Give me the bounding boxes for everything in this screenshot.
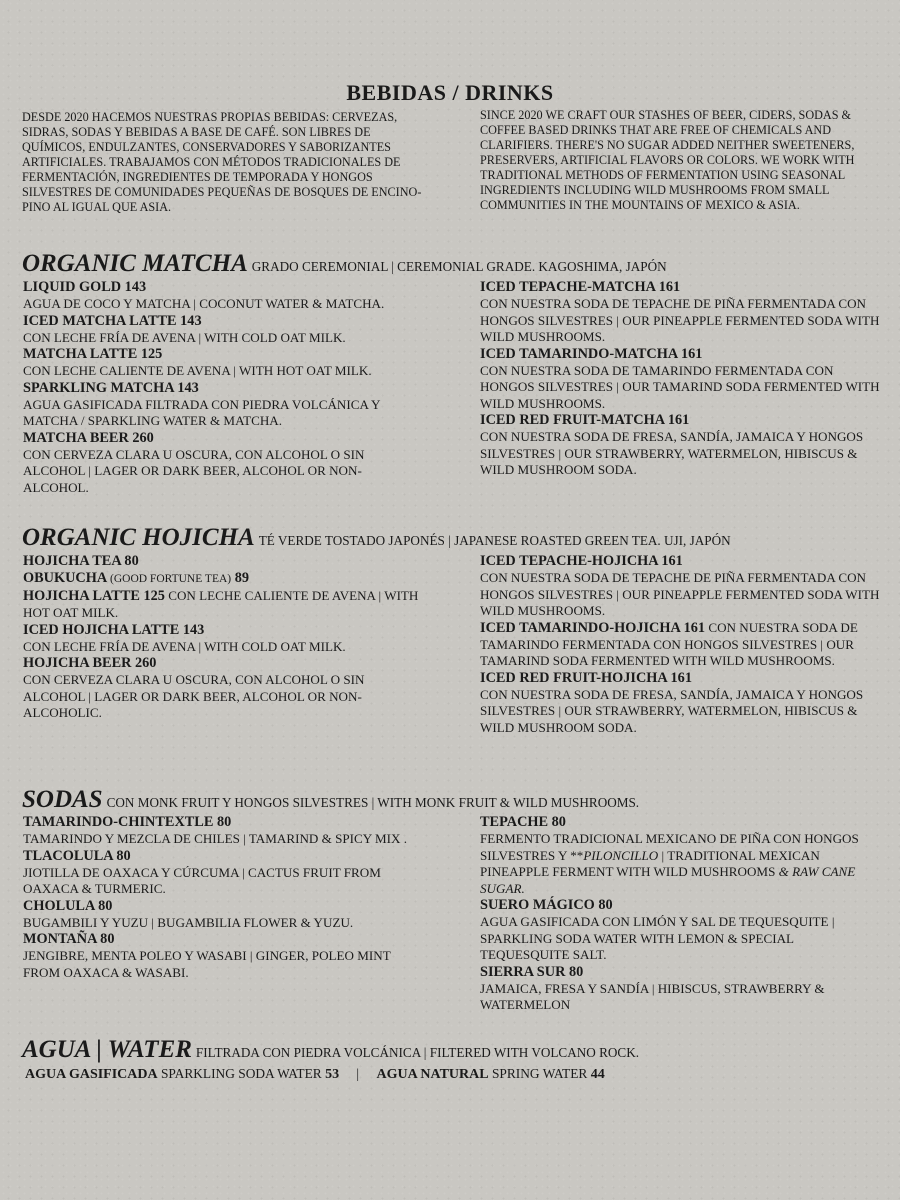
item-name: ICED RED FRUIT-HOJICHA 161 <box>480 669 692 686</box>
section-subtitle: GRADO CEREMONIAL | CEREMONIAL GRADE. KAGOSHIMA, JAPÓN <box>251 259 667 274</box>
intro-english: SINCE 2020 WE CRAFT OUR STASHES OF BEER, CIDERS, SODAS & COFFEE BASED DRINKS THAT ARE FREE OF CHEMICALS AND CLARIFIERS. THERE'S NO SUGAR ADDED NEITHER SWEETENERS, PRESERVERS, ARTIFICIAL FLAVORS OR COLORS. WE WORK WITH TRADITIONAL METHODS OF FERMENTATION USING SEASONAL INGREDIENTS INCLUDING WILD MUSHROOMS FROM SMALL COMMUNITIES IN THE MOUNTAINS OF MEXICO & ASIA. <box>480 108 855 212</box>
item-name: HOJICHA TEA 80 <box>23 553 139 569</box>
item-name: ICED TAMARINDO-MATCHA 161 <box>480 345 703 362</box>
menu-item <box>480 814 885 897</box>
section-title: SODAS <box>22 786 103 813</box>
section-header <box>22 524 731 552</box>
item-name: LIQUID GOLD 143 <box>23 279 147 295</box>
item-name: ICED RED FRUIT-MATCHA 161 <box>480 412 690 428</box>
item-name: AGUA GASIFICADA <box>25 1067 158 1082</box>
item-description: JAMAICA, FRESA Y SANDÍA | HIBISCUS, STRAWBERRY & WATERMELON <box>480 980 825 1012</box>
menu-item <box>480 964 885 1014</box>
item-name: AGUA NATURAL <box>376 1067 489 1082</box>
menu-item <box>480 412 885 479</box>
item-description: JIOTILLA DE OAXACA Y CÚRCUMA | CACTUS FRUIT FROM OAXACA & TURMERIC. <box>23 864 381 896</box>
item-description: CON NUESTRA SODA DE TEPACHE DE PIÑA FERMENTADA CON HONGOS SILVESTRES | OUR PINEAPPLE FERMENTED SODA WITH WILD MUSHROOMS. <box>480 570 880 618</box>
item-description <box>23 588 428 622</box>
item-name: HOJICHA LATTE 125 <box>23 588 165 604</box>
menu-item <box>23 313 428 347</box>
item-name: SUERO MÁGICO 80 <box>480 897 613 913</box>
menu-item <box>23 814 428 848</box>
item-price: 44 <box>590 1067 605 1082</box>
menu-item <box>23 848 428 898</box>
item-description: CON LECHE FRÍA DE AVENA | WITH COLD OAT MILK. <box>23 638 346 654</box>
menu-item <box>23 931 428 981</box>
item-description <box>480 831 885 897</box>
section-header <box>22 250 667 278</box>
item-description: CON NUESTRA SODA DE FRESA, SANDÍA, JAMAICA Y HONGOS SILVESTRES | OUR STRAWBERRY, WATERMELON, HIBISCUS & WILD MUSHROOM SODA. <box>480 686 864 735</box>
hojicha-left-column <box>23 553 428 722</box>
section-subtitle: FILTRADA CON PIEDRA VOLCÁNICA | FILTERED WITH VOLCANO ROCK. <box>195 1045 640 1060</box>
item-description: CON NUESTRA SODA DE TAMARINDO FERMENTADA CON HONGOS SILVESTRES | OUR TAMARIND SODA FERMENTED WITH WILD MUSHROOMS. <box>480 362 880 411</box>
item-description <box>480 620 885 670</box>
menu-item <box>23 570 428 588</box>
matcha-left-column <box>23 279 428 496</box>
item-name: TEPACHE 80 <box>480 814 566 830</box>
sodas-left-column <box>23 814 428 981</box>
item-name: ICED TEPACHE-HOJICHA 161 <box>480 553 683 569</box>
item-name: ICED MATCHA LATTE 143 <box>23 312 202 329</box>
menu-item <box>23 898 428 932</box>
item-description: JENGIBRE, MENTA POLEO Y WASABI | GINGER, POLEO MINT FROM OAXACA & WASABI. <box>23 948 391 980</box>
separator: | <box>356 1066 360 1081</box>
item-name: ICED HOJICHA LATTE 143 <box>23 621 205 638</box>
section-header <box>22 1036 639 1064</box>
hojicha-right-column <box>480 553 885 736</box>
page-title: BEBIDAS / DRINKS <box>346 80 554 105</box>
menu-item <box>480 346 885 413</box>
menu-item <box>480 897 885 964</box>
item-name: TAMARINDO-CHINTEXTLE 80 <box>23 814 232 830</box>
item-name: MONTAÑA 80 <box>23 931 115 947</box>
item-description-italic: PILONCILLO <box>583 847 659 863</box>
item-name: CHOLULA 80 <box>23 897 113 914</box>
item-description-text: FERMENTO TRADICIONAL MEXICANO DE PIÑA CON HONGOS SILVESTRES Y ** <box>480 831 859 863</box>
item-description: SPRING WATER <box>491 1066 588 1081</box>
section-header <box>22 786 639 814</box>
section-title: ORGANIC HOJICHA <box>22 524 255 551</box>
menu-item <box>23 553 428 570</box>
menu-item <box>480 553 885 620</box>
item-name: SPARKLING MATCHA 143 <box>23 379 199 396</box>
menu-item <box>23 655 428 722</box>
item-name: SIERRA SUR 80 <box>480 963 584 980</box>
menu-item <box>23 380 428 430</box>
item-name: ICED TAMARINDO-HOJICHA 161 <box>480 619 706 636</box>
item-name: HOJICHA BEER 260 <box>23 655 157 671</box>
sodas-right-column <box>480 814 885 1014</box>
menu-item <box>23 622 428 656</box>
menu-item <box>23 279 428 313</box>
item-description-text: | TRADITIONAL MEXICAN PINEAPPLE FERMENT WITH WILD MUSHROOMS <box>480 847 820 879</box>
item-description: BUGAMBILI Y YUZU | BUGAMBILIA FLOWER & YUZU. <box>23 914 354 930</box>
item-name: MATCHA BEER 260 <box>23 429 154 446</box>
item-name: TLACOLULA 80 <box>23 847 131 864</box>
item-name <box>23 570 428 588</box>
item-price: 53 <box>325 1067 340 1082</box>
item-description: AGUA GASIFICADA CON LIMÓN Y SAL DE TEQUESQUITE | SPARKLING SODA WATER WITH LEMON & SPECIAL TEQUESQUITE SALT. <box>480 914 835 962</box>
item-description-italic: & RAW CANE SUGAR. <box>480 864 856 896</box>
item-description-text: CON LECHE CALIENTE DE AVENA | WITH HOT OAT MILK. <box>23 588 419 620</box>
menu-item <box>23 588 428 622</box>
item-description: CON NUESTRA SODA DE FRESA, SANDÍA, JAMAICA Y HONGOS SILVESTRES | OUR STRAWBERRY, WATERMELON, HIBISCUS & WILD MUSHROOM SODA. <box>480 429 864 477</box>
matcha-right-column <box>480 279 885 479</box>
menu-item <box>480 620 885 670</box>
item-description: CON CERVEZA CLARA U OSCURA, CON ALCOHOL O SIN ALCOHOL | LAGER OR DARK BEER, ALCOHOL OR NON-ALCOHOLIC. <box>23 672 365 720</box>
item-description: SPARKLING SODA WATER <box>160 1066 322 1081</box>
section-subtitle: CON MONK FRUIT Y HONGOS SILVESTRES | WITH MONK FRUIT & WILD MUSHROOMS. <box>106 795 640 810</box>
item-note: (GOOD FORTUNE TEA) <box>110 573 232 585</box>
item-description: CON LECHE FRÍA DE AVENA | WITH COLD OAT MILK. <box>23 329 346 345</box>
item-description: CON LECHE CALIENTE DE AVENA | WITH HOT OAT MILK. <box>23 363 372 378</box>
item-description: AGUA GASIFICADA FILTRADA CON PIEDRA VOLCÁNICA Y MATCHA / SPARKLING WATER & MATCHA. <box>23 396 380 428</box>
item-description: AGUA DE COCO Y MATCHA | COCONUT WATER & MATCHA. <box>23 296 385 311</box>
item-description: CON NUESTRA SODA DE TEPACHE DE PIÑA FERMENTADA CON HONGOS SILVESTRES | OUR PINEAPPLE FERMENTED SODA WITH WILD MUSHROOMS. <box>480 296 880 344</box>
item-name: MATCHA LATTE 125 <box>23 346 163 362</box>
intro-spanish: DESDE 2020 HACEMOS NUESTRAS PROPIAS BEBIDAS: CERVEZAS, SIDRAS, SODAS Y BEBIDAS A BASE DE CAFÉ. SON LIBRES DE QUÍMICOS, ENDULZANTES, CONSERVADORES Y SABORIZANTES ARTIFICIALES. TRABAJAMOS CON MÉTODOS TRADICIONALES DE FERMENTACIÓN, INGREDIENTES DE TEMPORADA Y HONGOS SILVESTRES DE COMUNIDADES PEQUEÑAS DE BOSQUES DE ENCINO-PINO AL IGUAL QUE ASIA. <box>22 110 422 214</box>
item-name-text: OBUKUCHA <box>23 570 107 586</box>
item-description-text: CON NUESTRA SODA DE TAMARINDO FERMENTADA CON HONGOS SILVESTRES | OUR TAMARIND SODA FERMENTED WITH WILD MUSHROOMS. <box>480 619 858 668</box>
menu-item <box>23 430 428 497</box>
menu-item <box>480 279 885 346</box>
item-description: CON CERVEZA CLARA U OSCURA, CON ALCOHOL O SIN ALCOHOL | LAGER OR DARK BEER, ALCOHOL OR NON-ALCOHOL. <box>23 446 365 495</box>
water-items-line <box>25 1066 605 1083</box>
menu-item <box>23 346 428 380</box>
section-title: ORGANIC MATCHA <box>22 250 248 277</box>
menu-item <box>480 670 885 737</box>
item-description: TAMARINDO Y MEZCLA DE CHILES | TAMARIND & SPICY MIX . <box>23 831 408 846</box>
section-title: AGUA | WATER <box>22 1036 192 1063</box>
item-name: ICED TEPACHE-MATCHA 161 <box>480 279 681 295</box>
item-price: 89 <box>234 570 249 586</box>
section-subtitle: TÉ VERDE TOSTADO JAPONÉS | JAPANESE ROASTED GREEN TEA. UJI, JAPÓN <box>258 533 731 548</box>
